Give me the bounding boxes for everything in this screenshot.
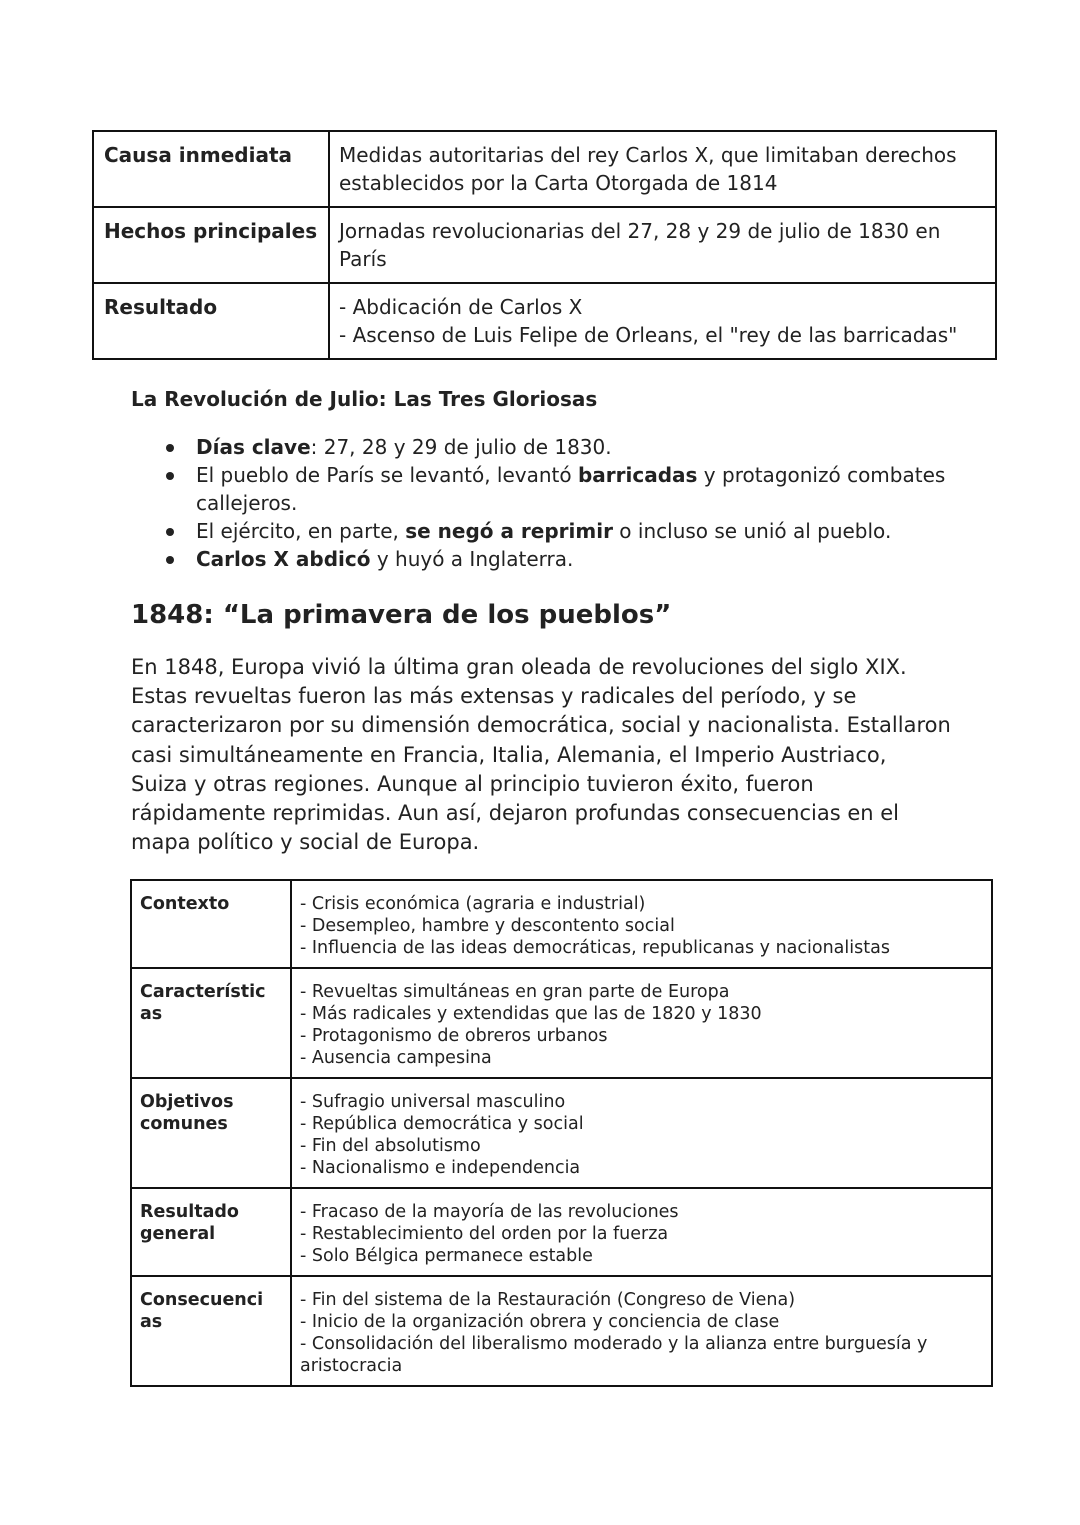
value-line: - Restablecimiento del orden por la fuerza <box>300 1224 669 1244</box>
list-item <box>160 433 960 461</box>
value-line: - Desempleo, hambre y descontento social <box>300 916 675 936</box>
table-row <box>131 1078 992 1188</box>
bold-text: Carlos X abdicó <box>196 547 371 571</box>
value-line: - Fin del absolutismo <box>300 1136 481 1156</box>
july-revolution-bullets <box>160 433 960 573</box>
value-line: Medidas autoritarias del rey Carlos X, que limitaban derechos <box>339 143 957 167</box>
value-line: aristocracia <box>300 1356 403 1376</box>
label-line: Objetivos <box>140 1092 234 1112</box>
paragraph-line: Suiza y otras regiones. Aunque al principio tuvieron éxito, fueron <box>131 771 814 796</box>
item-text: El pueblo de París se levantó, levantó <box>196 463 578 487</box>
row-label <box>131 1078 291 1188</box>
row-label <box>131 1276 291 1386</box>
row-label <box>131 968 291 1078</box>
table-row <box>131 1276 992 1386</box>
row-value <box>291 968 992 1078</box>
value-line: Jornadas revolucionarias del 27, 28 y 29 de julio de 1830 en <box>339 219 941 243</box>
row-label: Causa inmediata <box>93 131 329 207</box>
value-line: - Revueltas simultáneas en gran parte de Europa <box>300 982 730 1002</box>
label-line: Característic <box>140 982 266 1002</box>
row-value <box>329 283 996 359</box>
paragraph-line: En 1848, Europa vivió la última gran oleada de revoluciones del siglo XIX. <box>131 655 907 679</box>
label-line: general <box>140 1224 216 1244</box>
paragraph-line: rápidamente reprimidas. Aun así, dejaron profundas consecuencias en el <box>131 801 900 826</box>
bold-text: Días clave <box>196 435 311 459</box>
bold-text: barricadas <box>577 463 698 487</box>
paragraph-line: casi simultáneamente en Francia, Italia, Alemania, el Imperio Austriaco, <box>131 742 887 767</box>
value-line: - Abdicación de Carlos X <box>339 295 583 319</box>
item-text: o incluso se unió al pueblo. <box>612 519 892 543</box>
item-text: y protagonizó combates <box>697 463 946 487</box>
summary-table-1830 <box>92 130 997 360</box>
value-line: - Fracaso de la mayoría de las revoluciones <box>300 1202 679 1222</box>
bullet-icon <box>166 472 174 480</box>
list-item <box>160 545 960 573</box>
row-label: Hechos principales <box>93 207 329 283</box>
value-line: - República democrática y social <box>300 1114 584 1134</box>
row-value <box>291 1188 992 1276</box>
value-line: - Sufragio universal masculino <box>300 1092 566 1112</box>
paragraph-line: caracterizaron por su dimensión democrática, social y nacionalista. Estallaron <box>131 713 951 738</box>
value-line: - Nacionalismo e independencia <box>300 1158 581 1178</box>
item-text: : 27, 28 y 29 de julio de 1830. <box>310 435 612 459</box>
value-line: - Ausencia campesina <box>300 1048 492 1068</box>
row-value <box>329 207 996 283</box>
table-row <box>131 880 992 968</box>
label-line: Consecuenci <box>140 1290 264 1310</box>
row-value <box>291 1078 992 1188</box>
value-line: - Influencia de las ideas democráticas, republicanas y nacionalistas <box>300 938 890 958</box>
table-row <box>131 1188 992 1276</box>
value-line: - Crisis económica (agraria e industrial) <box>300 894 646 914</box>
paragraph-line: Estas revueltas fueron las más extensas y radicales del período, y se <box>131 684 857 709</box>
bullet-icon <box>166 556 174 564</box>
row-value <box>329 131 996 207</box>
list-item <box>160 517 960 545</box>
value-line: establecidos por la Carta Otorgada de 1814 <box>339 171 778 195</box>
july-revolution-title: La Revolución de Julio: Las Tres Gloriosas <box>131 387 598 411</box>
value-line: - Consolidación del liberalismo moderado y la alianza entre burguesía y <box>300 1334 928 1354</box>
value-line: - Inicio de la organización obrera y conciencia de clase <box>300 1312 780 1332</box>
item-text: y huyó a Inglaterra. <box>370 547 574 571</box>
bullet-icon <box>166 444 174 452</box>
row-label <box>131 880 291 968</box>
item-text: callejeros. <box>196 491 298 515</box>
summary-table-1848 <box>130 879 993 1387</box>
value-line: - Solo Bélgica permanece estable <box>300 1246 593 1266</box>
row-label <box>131 1188 291 1276</box>
table-row <box>93 131 996 207</box>
label-line: Resultado <box>140 1202 239 1222</box>
value-line: - Protagonismo de obreros urbanos <box>300 1026 608 1046</box>
item-text: El ejército, en parte, <box>196 519 406 543</box>
table-row <box>93 207 996 283</box>
value-line: - Fin del sistema de la Restauración (Congreso de Viena) <box>300 1290 796 1310</box>
row-value <box>291 880 992 968</box>
table-row <box>131 968 992 1078</box>
label-line: as <box>140 1004 163 1024</box>
bullet-icon <box>166 528 174 536</box>
intro-paragraph-1848 <box>131 653 971 857</box>
value-line: - Más radicales y extendidas que las de 1820 y 1830 <box>300 1004 762 1024</box>
section-heading-1848: 1848: “La primavera de los pueblos” <box>131 600 672 630</box>
value-line: París <box>339 247 387 271</box>
value-line: - Ascenso de Luis Felipe de Orleans, el "rey de las barricadas" <box>339 323 958 347</box>
label-line: Contexto <box>140 894 230 914</box>
bold-text: se negó a reprimir <box>405 519 613 543</box>
paragraph-line: mapa político y social de Europa. <box>131 830 480 855</box>
list-item <box>160 461 960 517</box>
label-line: comunes <box>140 1114 228 1134</box>
row-label: Resultado <box>93 283 329 359</box>
label-line: as <box>140 1312 163 1332</box>
table-row <box>93 283 996 359</box>
row-value <box>291 1276 992 1386</box>
